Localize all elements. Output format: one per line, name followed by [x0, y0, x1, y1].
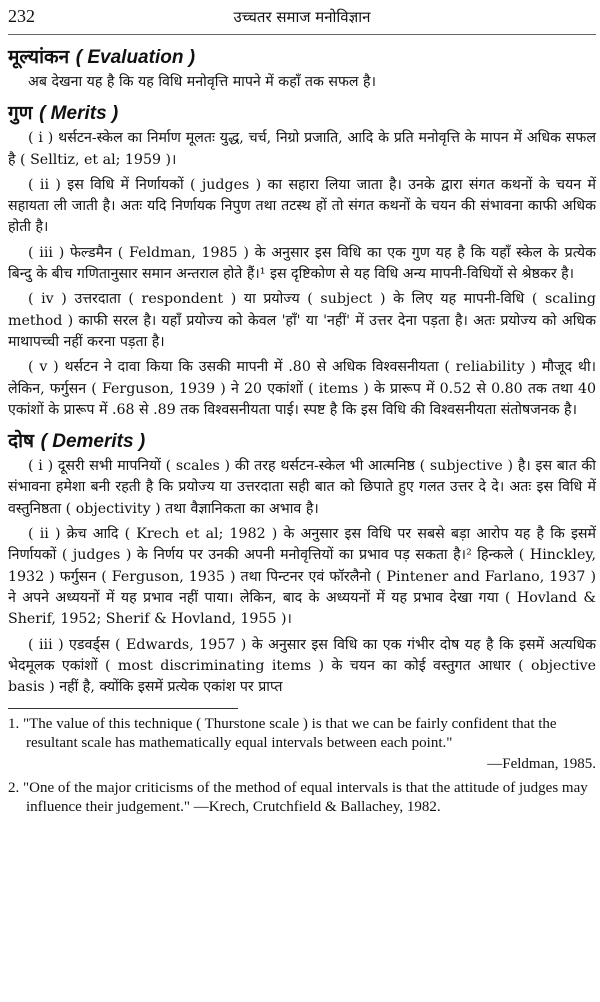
merit-item-1: ( i ) थर्सटन-स्केल का निर्माण मूलतः युद्ध, चर्च, निग्रो प्रजाति, आदि के प्रति मनोवृत्ति के मापन में अधिक सफल है ( Selltiz, et al; 1959 )।: [8, 130, 596, 168]
evaluation-text: अब देखना यह है कि यह विधि मनोवृत्ति मापने में कहाँ तक सफल है।: [28, 74, 376, 90]
demerit-item-1: ( i ) दूसरी सभी मापनियों ( scales ) की तरह थर्सटन-स्केल भी आत्मनिष्ठ ( subjective ) है। इस बात की संभावना हमेशा बनी रहती है कि प्रयोज्य या उत्तरदाता सही बात को छिपाते हुए गलत उत्तर दे दे। अतः इस विधि में वस्तुनिष्ठता ( objectivity ) तथा वैज्ञानिकता का अभाव है।: [8, 458, 596, 517]
demerit-item-2: ( ii ) क्रेच आदि ( Krech et al; 1982 ) के अनुसार इस विधि पर सबसे बड़ा आरोप यह है कि इसमें निर्णायकों ( judges ) के निर्णय पर उनकी अपनी मनोवृत्तियों का प्रभाव पड़ सकता है।² हिन्कले ( Hinckley, 1932 ) फर्गुसन ( Ferguson, 1935 ) तथा पिन्टनर एवं फॉरलैनो ( Pintener and Farlano, 1937 ) ने अपने अध्ययनों में यह प्रभाव नहीं पाया। लेकिन, बाद के अध्ययनों में यह प्रभाव देखा गया ( Hovland & Sherif, 1952; Sherif & Hovland, 1955 )।: [8, 526, 596, 628]
page-header: [8, 6, 596, 35]
page-number: 232: [8, 6, 35, 26]
footnote-2: 2. "One of the major criticisms of the method of equal intervals is that the attitude of judges may influence their judgement." —Krech, Crutchfield & Ballachey, 1982.: [8, 780, 588, 816]
merit-item-2: ( ii ) इस विधि में निर्णायकों ( judges ) का सहारा लिया जाता है। उनके द्वारा संगत कथनों के चयन में सहायता ली जाती है। अतः यदि निर्णायक निपुण तथा तटस्थ हों तो संगत कथनों के चयन की संभावना काफी अधिक होती है।: [8, 176, 596, 236]
merit-item-5: ( v ) थर्सटन ने दावा किया कि उसकी मापनी में .80 से अधिक विश्वसनीयता ( reliability ) मौजूद थी। लेकिन, फर्गुसन ( Ferguson, 1939 ) ने 20 एकांशों ( items ) के प्रारूप में 0.52 से 0.80 तक तथा 40 एकांशों के प्रारूप में .68 से .89 तक विश्वसनीयता पाई। स्पष्ट है कि इस विधि की विश्वसनीयता संतोषजनक है।: [8, 359, 596, 418]
merits-heading-english: ( Merits ): [39, 103, 119, 125]
evaluation-heading: [8, 45, 596, 70]
merits-heading: [8, 101, 596, 126]
evaluation-heading-hindi: मूल्यांकन: [8, 46, 70, 68]
demerits-heading-english: ( Demerits ): [40, 431, 146, 453]
demerit-item-3: ( iii ) एडवर्ड्स ( Edwards, 1957 ) के अनुसार इस विधि का एक गंभीर दोष यह है कि इसमें अत्यधिक भेदमूलक एकांशों ( most discriminating items ) के चयन का कोई वस्तुगत आधार ( objective basis ) नहीं है, क्योंकि इसमें प्रत्येक एकांश पर प्राप्त: [8, 636, 596, 696]
merits-heading-hindi: गुण: [8, 102, 33, 125]
evaluation-heading-english: ( Evaluation ): [75, 47, 196, 68]
footnote-divider: [8, 708, 238, 709]
demerits-heading-hindi: दोष: [8, 430, 34, 453]
merit-item-4: ( iv ) उत्तरदाता ( respondent ) या प्रयोज्य ( subject ) के लिए यह मापनी-विधि ( scaling method ) काफी सरल है। यहाँ प्रयोज्य को केवल 'हाँ' या 'नहीं' में उत्तर देना पड़ता है। अतः प्रयोज्य को अधिक माथापच्ची नहीं करना पड़ता है।: [8, 291, 596, 350]
merit-item-3: ( iii ) फेल्डमैन ( Feldman, 1985 ) के अनुसार इस विधि का एक गुण यह है कि यहाँ स्केल के प्रत्येक बिन्दु के बीच गणितानुसार समान अन्तराल होते हैं।¹ इस दृष्टिकोण से यह विधि अन्य मापनी-विधियों से श्रेष्ठकर है।: [8, 244, 596, 283]
footnote-1-source: —Feldman, 1985.: [487, 756, 596, 773]
running-title: उच्चतर समाज मनोविज्ञान: [233, 8, 371, 26]
footnote-1: 1. "The value of this technique ( Thurstone scale ) is that we can be fairly confident that the resultant scale has mathematically equal intervals between each point.": [8, 716, 557, 752]
demerits-heading: [8, 429, 596, 454]
